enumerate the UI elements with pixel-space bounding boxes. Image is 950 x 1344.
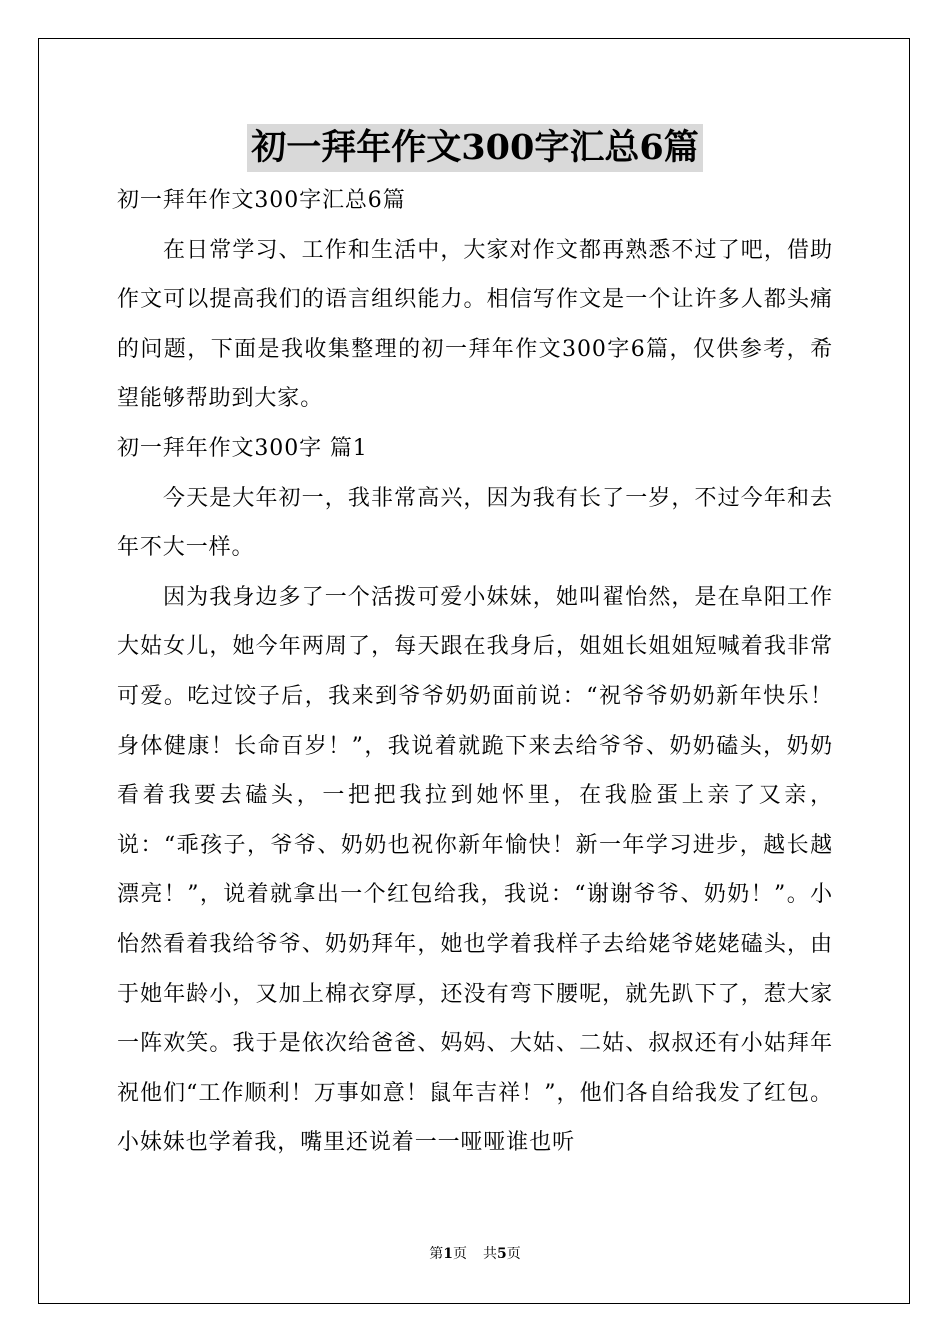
page-suffix: 页 [453, 1246, 467, 1262]
page-prefix: 第 [429, 1246, 444, 1262]
section-heading: 初一拜年作文300字 篇1 [117, 435, 368, 461]
document-body [117, 176, 833, 1168]
subtitle-paragraph: 初一拜年作文300字汇总6篇 [117, 188, 406, 213]
total-prefix: 共 [483, 1246, 497, 1262]
title-container [0, 124, 950, 172]
body-paragraph: 因为我身边多了一个活拨可爱小妹妹，她叫翟怡然，是在阜阳工作大姑女儿，她今年两周了，每天跟在我身后，姐姐长姐姐短喊着我非常可爱。吃过饺子后，我来到爷爷奶奶面前说：“祝爷爷奶奶新年快乐！身体健康！长命百岁！”，我说着就跪下来去给爷爷、奶奶磕头，奶奶看着我要去磕头，一把把我拉到她怀里，在我脸蛋上亲了又亲，说：“乖孩子，爷爷、奶奶也祝你新年愉快！新一年学习进步，越长越漂亮！”，说着就拿出一个红包给我，我说：“谢谢爷爷、奶奶！”。小怡然看着我给爷爷、奶奶拜年，她也学着我样子去给姥爷姥姥磕头，由于她年龄小，又加上棉衣穿厚，还没有弯下腰呢，就先趴下了，惹大家一阵欢笑。我于是依次给爸爸、妈妈、大姑、二姑、叔叔还有小姑拜年祝他们“工作顺利！万事如意！鼠年吉祥！”，他们各自给我发了红包。小妹妹也学着我，嘴里还说着一一哑哑谁也听 [117, 584, 833, 1156]
body-paragraph: 今天是大年初一，我非常高兴，因为我有长了一岁，不过今年和去年不大一样。 [117, 485, 833, 561]
page-footer [0, 1244, 950, 1264]
intro-paragraph: 在日常学习、工作和生活中，大家对作文都再熟悉不过了吧，借助作文可以提高我们的语言组织能力。相信写作文是一个让许多人都头痛的问题，下面是我收集整理的初一拜年作文300字6篇，仅供参考，希望能够帮助到大家。 [117, 237, 833, 412]
total-pages: 5 [497, 1246, 507, 1262]
document-title: 初一拜年作文300字汇总6篇 [247, 124, 702, 172]
page-number: 1 [443, 1246, 453, 1262]
total-suffix: 页 [506, 1246, 521, 1262]
